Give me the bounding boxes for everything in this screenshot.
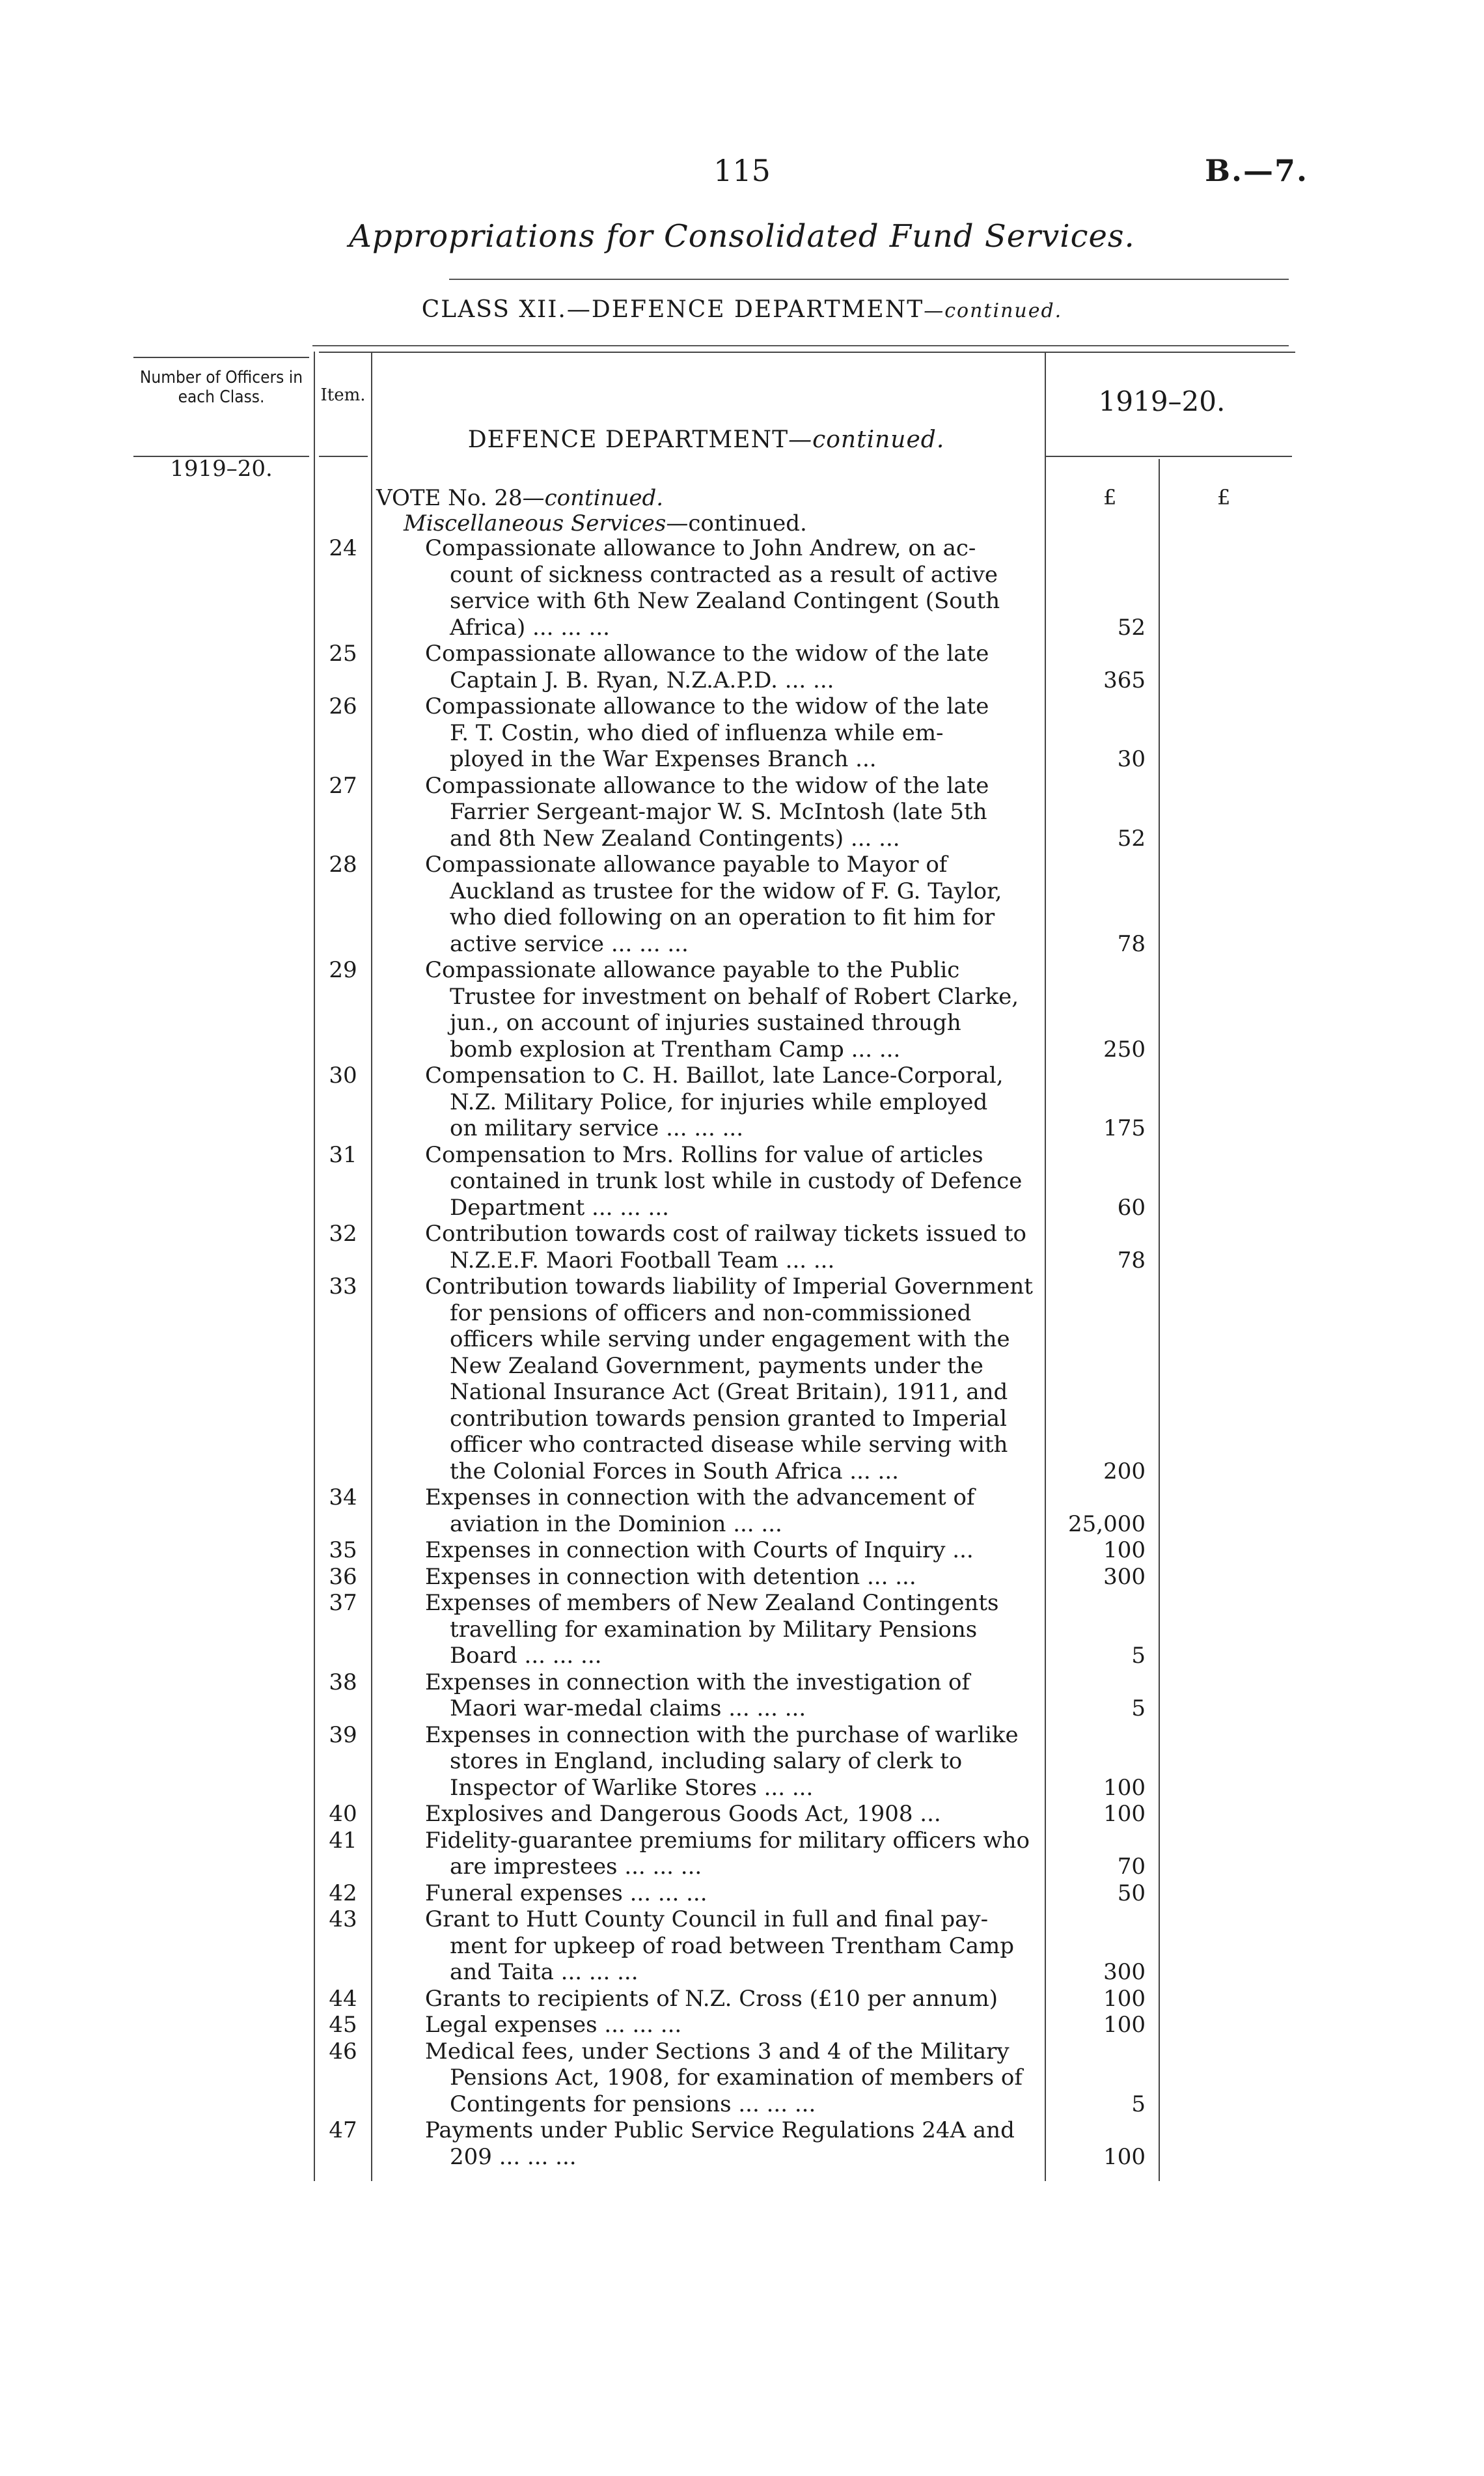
column-header-officers: Number of Officers in each Class.	[139, 368, 303, 407]
item-description-line: N.Z.E.F. Maori Football Team ... ...	[450, 1247, 835, 1273]
document-code: B.—7.	[1205, 153, 1308, 188]
item-description-line: Contribution towards liability of Imperial Government	[425, 1273, 1033, 1300]
item-description-line: N.Z. Military Police, for injuries while employed	[450, 1089, 988, 1115]
department-heading	[378, 426, 1035, 453]
item-amount: 5	[1131, 2091, 1146, 2117]
item-description-line: Maori war-medal claims ... ... ...	[450, 1695, 806, 1721]
item-description-line: New Zealand Government, payments under the	[450, 1352, 983, 1379]
item-amount: 25,000	[1068, 1510, 1146, 1537]
item-description	[425, 773, 1037, 852]
item-description-line: Expenses in connection with the advancement of	[425, 1484, 975, 1510]
item-row	[0, 1906, 1484, 1986]
item-description	[425, 2117, 1037, 2170]
item-description	[425, 1986, 1037, 2012]
item-row	[0, 1484, 1484, 1537]
item-row	[0, 773, 1484, 852]
item-description-line: Funeral expenses ... ... ...	[425, 1880, 708, 1906]
item-amount: 100	[1103, 1801, 1146, 1827]
item-row	[0, 957, 1484, 1063]
item-description-line: Africa) ... ... ...	[450, 614, 610, 641]
item-description	[425, 1537, 1037, 1564]
item-description-line: aviation in the Dominion ... ...	[450, 1510, 782, 1537]
item-description-line: Payments under Public Service Regulations 24A and	[425, 2117, 1015, 2143]
item-description-line: ployed in the War Expenses Branch ...	[450, 746, 877, 772]
item-row	[0, 641, 1484, 693]
column-header-year: 1919–20.	[1098, 385, 1226, 417]
department-heading-suffix: —continued.	[788, 426, 945, 453]
item-row	[0, 1063, 1484, 1142]
page-heading: Appropriations for Consolidated Fund Services.	[349, 218, 1135, 255]
item-description-line: travelling for examination by Military Pensions	[450, 1616, 978, 1643]
item-row	[0, 1986, 1484, 2012]
item-number: 28	[329, 852, 357, 878]
item-description	[425, 1564, 1037, 1591]
item-description-line: Expenses in connection with the investigation of	[425, 1669, 970, 1695]
item-description-line: Expenses of members of New Zealand Contingents	[425, 1590, 999, 1616]
item-description	[425, 1484, 1037, 1537]
item-number: 40	[329, 1801, 357, 1827]
item-header-rule	[319, 456, 368, 457]
item-row	[0, 1537, 1484, 1564]
vote-heading	[376, 485, 663, 511]
heading-rule	[449, 279, 1289, 280]
table-top-rule-right	[319, 352, 1295, 353]
item-number: 45	[329, 2012, 357, 2038]
item-row	[0, 1273, 1484, 1484]
item-description	[425, 2038, 1037, 2118]
table-top-rule	[133, 357, 309, 358]
item-description	[425, 1221, 1037, 1273]
item-number: 38	[329, 1669, 357, 1695]
item-description	[425, 1906, 1037, 1986]
item-amount: 100	[1103, 1537, 1146, 1563]
item-description	[425, 641, 1037, 693]
item-amount: 78	[1117, 930, 1146, 957]
item-number: 32	[329, 1221, 357, 1247]
item-description-line: Compensation to C. H. Baillot, late Lance-Corporal,	[425, 1063, 1004, 1089]
item-description-line: Medical fees, under Sections 3 and 4 of the Military	[425, 2038, 1010, 2065]
page-number: 115	[713, 153, 771, 188]
item-row	[0, 1142, 1484, 1221]
item-description	[425, 693, 1037, 773]
item-description-line: count of sickness contracted as a result of active	[450, 561, 998, 588]
pound-symbol-a: £	[1103, 485, 1117, 510]
item-row	[0, 852, 1484, 957]
item-row	[0, 1722, 1484, 1801]
item-description-line: contained in trunk lost while in custody of Defence	[450, 1168, 1023, 1194]
item-row	[0, 2117, 1484, 2170]
item-description-line: contribution towards pension granted to Imperial	[450, 1405, 1007, 1432]
item-description-line: Grants to recipients of N.Z. Cross (£10 per annum)	[425, 1985, 998, 2012]
item-description-line: Auckland as trustee for the widow of F. G. Taylor,	[450, 878, 1002, 904]
item-amount: 100	[1103, 2012, 1146, 2038]
class-heading	[0, 296, 1484, 323]
item-description	[425, 1722, 1037, 1801]
column-header-item: Item.	[320, 385, 366, 405]
item-amount: 100	[1103, 1774, 1146, 1801]
item-row	[0, 1221, 1484, 1273]
item-amount: 300	[1103, 1959, 1146, 1985]
item-number: 35	[329, 1537, 357, 1563]
item-description	[425, 2012, 1037, 2038]
item-description-line: service with 6th New Zealand Contingent (South	[450, 588, 1000, 614]
item-description-line: Contribution towards cost of railway tickets issued to	[425, 1221, 1026, 1247]
item-number: 39	[329, 1721, 357, 1748]
item-amount: 52	[1117, 614, 1146, 641]
item-description-line: jun., on account of injuries sustained through	[450, 1010, 961, 1036]
officers-year-label: 1919–20.	[170, 456, 273, 482]
item-description-line: officers while serving under engagement with the	[450, 1326, 1010, 1352]
item-amount: 5	[1131, 1695, 1146, 1721]
item-row	[0, 1564, 1484, 1591]
item-description-line: 209 ... ... ...	[450, 2143, 577, 2170]
item-description-line: Board ... ... ...	[450, 1643, 602, 1669]
item-number: 26	[329, 693, 357, 719]
item-description	[425, 852, 1037, 957]
item-description-line: officer who contracted disease while serving with	[450, 1432, 1008, 1458]
item-amount: 175	[1103, 1115, 1146, 1141]
pound-symbol-b: £	[1217, 485, 1231, 510]
item-description	[425, 1273, 1037, 1484]
item-description-line: Compassionate allowance to the widow of the late	[425, 772, 989, 799]
item-description-line: Expenses in connection with the purchase of warlike	[425, 1721, 1019, 1748]
item-description-line: Captain J. B. Ryan, N.Z.A.P.D. ... ...	[450, 667, 834, 693]
item-description	[425, 1063, 1037, 1142]
item-description-line: Department ... ... ...	[450, 1194, 669, 1221]
item-number: 46	[329, 2038, 357, 2065]
item-description-line: Expenses in connection with detention ... ...	[425, 1563, 916, 1590]
item-amount: 100	[1103, 1985, 1146, 2012]
item-row	[0, 1828, 1484, 1880]
item-description-line: active service ... ... ...	[450, 930, 689, 957]
class-heading-text: CLASS XII.—DEFENCE DEPARTMENT	[421, 296, 924, 323]
item-description-line: Compassionate allowance payable to Mayor of	[425, 852, 948, 878]
item-description-line: and Taita ... ... ...	[450, 1959, 639, 1985]
item-description-line: Compassionate allowance to John Andrew, on ac-	[425, 535, 976, 561]
item-description	[425, 1828, 1037, 1880]
item-number: 33	[329, 1273, 357, 1300]
item-description-line: Compassionate allowance to the widow of the late	[425, 693, 989, 719]
item-amount: 5	[1131, 1643, 1146, 1669]
item-description	[425, 1142, 1037, 1221]
item-description-line: Inspector of Warlike Stores ... ...	[450, 1774, 814, 1801]
subheading	[404, 510, 807, 536]
item-number: 30	[329, 1063, 357, 1089]
item-description	[425, 1880, 1037, 1907]
item-description-line: Compensation to Mrs. Rollins for value of articles	[425, 1141, 983, 1168]
class-heading-suffix: —continued.	[924, 299, 1063, 322]
item-row	[0, 535, 1484, 641]
item-description-line: stores in England, including salary of clerk to	[450, 1748, 963, 1774]
item-description-line: and 8th New Zealand Contingents) ... ...	[450, 825, 900, 852]
item-number: 25	[329, 641, 357, 667]
item-description-line: bomb explosion at Trentham Camp ... ...	[450, 1036, 901, 1063]
item-number: 42	[329, 1880, 357, 1906]
item-row	[0, 1669, 1484, 1722]
items-list	[0, 535, 1484, 2170]
item-description-line: are imprestees ... ... ...	[450, 1854, 702, 1880]
item-amount: 78	[1117, 1247, 1146, 1273]
item-description-line: who died following on an operation to fit him for	[450, 904, 995, 930]
item-number: 34	[329, 1484, 357, 1510]
item-description	[425, 1801, 1037, 1828]
year-header-rule	[1045, 456, 1292, 457]
item-description-line: Legal expenses ... ... ...	[425, 2012, 682, 2038]
item-description-line: Grant to Hutt County Council in full and final pay-	[425, 1906, 989, 1932]
item-description-line: F. T. Costin, who died of influenza while em-	[450, 719, 944, 746]
item-number: 37	[329, 1590, 357, 1616]
item-number: 36	[329, 1563, 357, 1590]
item-description	[425, 957, 1037, 1063]
item-description-line: on military service ... ... ...	[450, 1115, 743, 1141]
item-number: 43	[329, 1906, 357, 1932]
item-description-line: Farrier Sergeant-major W. S. McIntosh (late 5th	[450, 799, 987, 825]
item-description-line: Contingents for pensions ... ... ...	[450, 2091, 816, 2117]
class-rule	[312, 345, 1289, 346]
vote-text: VOTE No. 28	[376, 485, 523, 511]
item-description-line: Explosives and Dangerous Goods Act, 1908 ...	[425, 1801, 941, 1827]
item-row	[0, 1880, 1484, 1907]
item-number: 27	[329, 772, 357, 799]
item-description-line: ment for upkeep of road between Trentham Camp	[450, 1932, 1015, 1959]
item-number: 47	[329, 2117, 357, 2143]
item-description-line: Pensions Act, 1908, for examination of members of	[450, 2065, 1023, 2091]
item-description	[425, 535, 1037, 641]
item-number: 31	[329, 1141, 357, 1168]
item-number: 41	[329, 1827, 357, 1854]
department-heading-text: DEFENCE DEPARTMENT	[467, 426, 789, 453]
item-description-line: the Colonial Forces in South Africa ... ...	[450, 1458, 899, 1484]
item-amount: 365	[1103, 667, 1146, 693]
item-description-line: Fidelity-guarantee premiums for military officers who	[425, 1827, 1030, 1854]
item-row	[0, 2012, 1484, 2038]
item-row	[0, 1801, 1484, 1828]
item-description-line: Compassionate allowance payable to the Public	[425, 957, 960, 983]
subheading-text: Miscellaneous Services	[404, 510, 666, 536]
vote-suffix: —continued.	[522, 485, 664, 511]
subheading-suffix: —continued.	[666, 510, 807, 536]
item-amount: 60	[1117, 1194, 1146, 1221]
item-description-line: Compassionate allowance to the widow of the late	[425, 641, 989, 667]
item-amount: 70	[1117, 1854, 1146, 1880]
item-description	[425, 1590, 1037, 1669]
item-description-line: for pensions of officers and non-commissioned	[450, 1300, 972, 1326]
item-amount: 100	[1103, 2143, 1146, 2170]
item-description-line: Trustee for investment on behalf of Robert Clarke,	[450, 983, 1019, 1010]
item-amount: 250	[1103, 1036, 1146, 1063]
item-amount: 52	[1117, 825, 1146, 852]
item-row	[0, 2038, 1484, 2118]
item-amount: 200	[1103, 1458, 1146, 1484]
item-description	[425, 1669, 1037, 1722]
item-amount: 50	[1117, 1880, 1146, 1906]
item-description-line: National Insurance Act (Great Britain), 1911, and	[450, 1379, 1008, 1405]
item-amount: 30	[1117, 746, 1146, 772]
item-row	[0, 693, 1484, 773]
item-number: 44	[329, 1985, 357, 2012]
item-description-line: Expenses in connection with Courts of Inquiry ...	[425, 1537, 974, 1563]
item-number: 24	[329, 535, 357, 561]
item-number: 29	[329, 957, 357, 983]
item-amount: 300	[1103, 1563, 1146, 1590]
item-row	[0, 1590, 1484, 1669]
